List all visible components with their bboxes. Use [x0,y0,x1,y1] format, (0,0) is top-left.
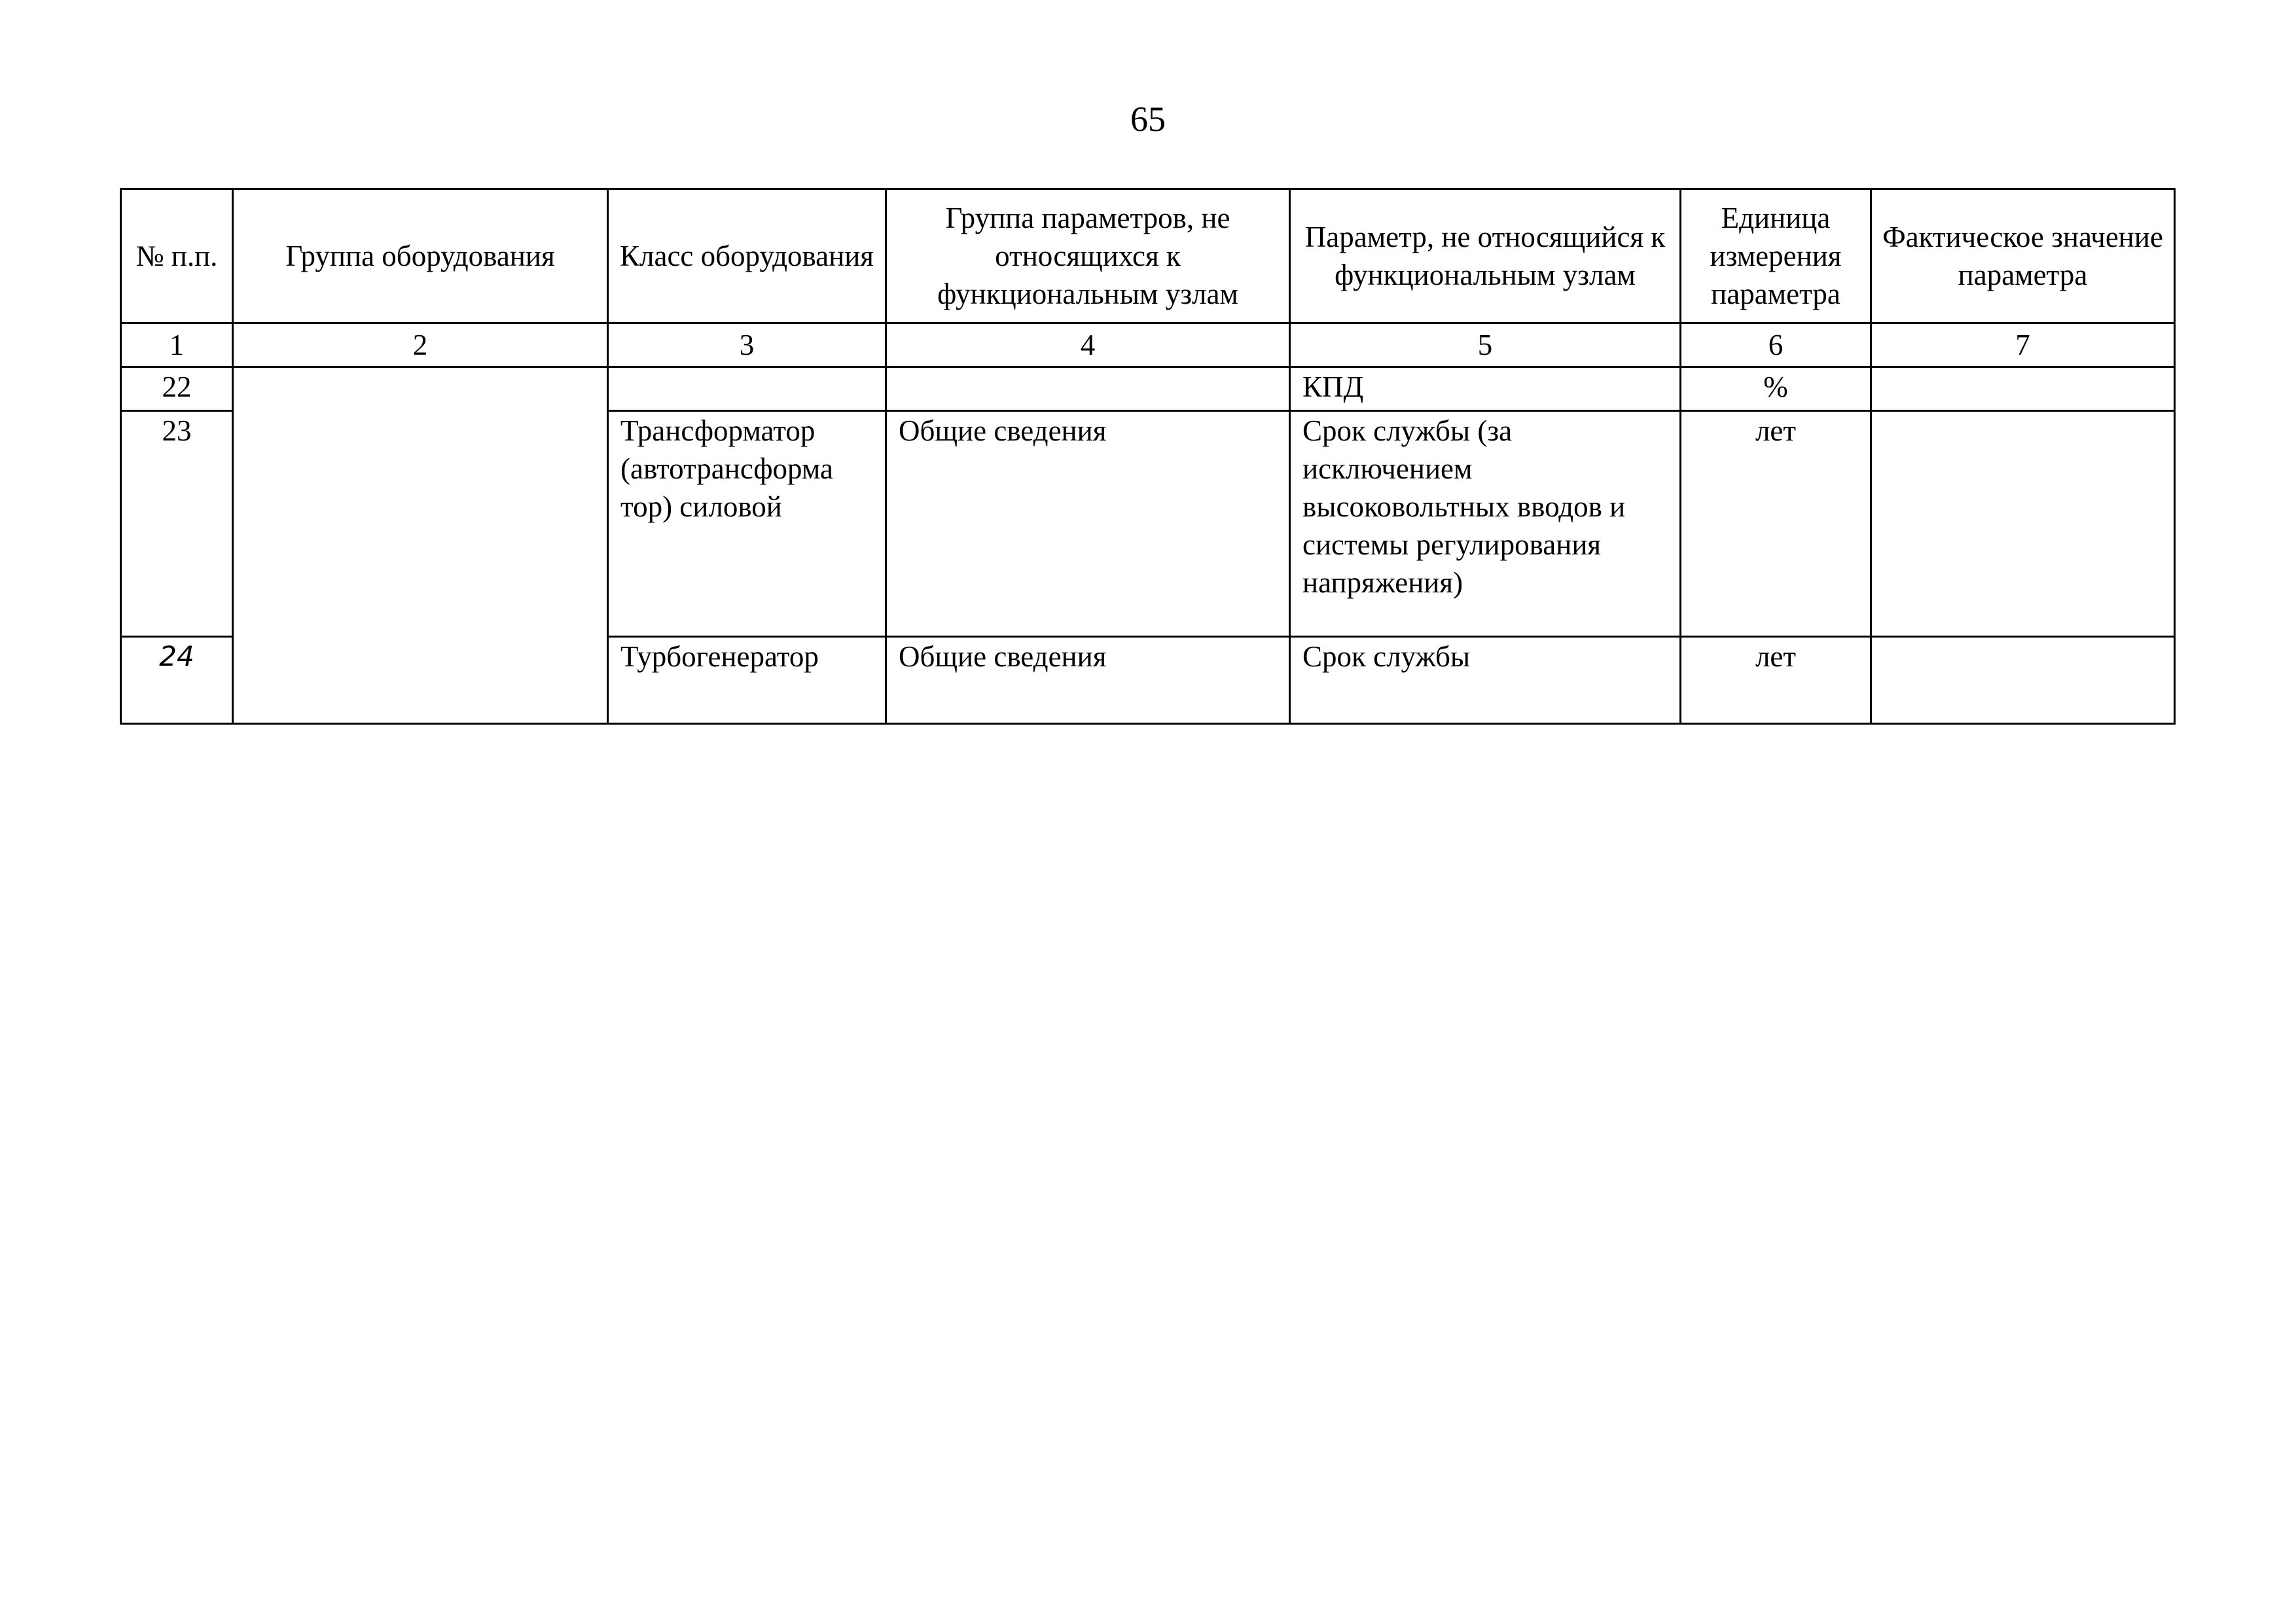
column-number: 5 [1290,323,1681,367]
header-unit: Единица измерения параметра [1681,189,1871,323]
row-number: 22 [121,367,233,411]
equipment-class-cell: Турбогенератор [608,637,886,724]
header-number: № п.п. [121,189,233,323]
parameter-cell: КПД [1290,367,1681,411]
header-equipment-class: Класс оборудования [608,189,886,323]
equipment-parameters-table [120,188,2176,725]
column-number-row [121,323,2175,367]
parameter-cell: Срок службы [1290,637,1681,724]
parameter-group-cell: Общие сведения [886,637,1290,724]
page-number: 65 [1130,99,1166,139]
parameter-group-cell: Общие сведения [886,411,1290,637]
column-number: 1 [121,323,233,367]
actual-value-cell [1871,637,2175,724]
table-header-row [121,189,2175,323]
unit-cell: лет [1681,411,1871,637]
parameter-group-cell [886,367,1290,411]
actual-value-cell [1871,367,2175,411]
unit-cell: % [1681,367,1871,411]
actual-value-cell [1871,411,2175,637]
column-number: 2 [233,323,608,367]
column-number: 3 [608,323,886,367]
header-actual-value: Фактическое значение параметра [1871,189,2175,323]
equipment-group-cell [233,367,608,724]
equipment-class-cell [608,367,886,411]
column-number: 6 [1681,323,1871,367]
parameter-cell: Срок службы (за исключением высоковольтных вводов и системы регулирования напряжения) [1290,411,1681,637]
header-parameter: Параметр, не относящийся к функциональным узлам [1290,189,1681,323]
unit-cell: лет [1681,637,1871,724]
column-number: 7 [1871,323,2175,367]
equipment-class-cell: Трансформатор (автотрансформа тор) силовой [608,411,886,637]
column-number: 4 [886,323,1290,367]
row-number: 23 [121,411,233,637]
header-equipment-group: Группа оборудования [233,189,608,323]
header-parameter-group: Группа параметров, не относящихся к функциональным узлам [886,189,1290,323]
row-number: 24 [121,637,233,724]
table-row [121,367,2175,411]
